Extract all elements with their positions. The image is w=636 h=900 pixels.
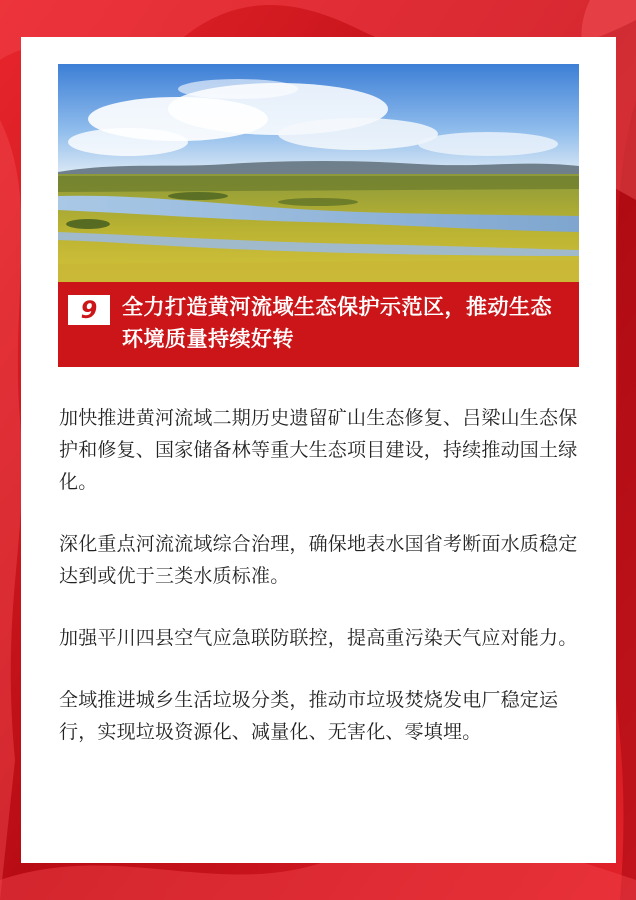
section-number-badge: 9 [68,295,110,325]
paragraph: 全域推进城乡生活垃圾分类，推动市垃圾焚烧发电厂稳定运行，实现垃圾资源化、减量化、无害化、零填埋。 [59,689,559,743]
paragraph: 加强平川四县空气应急联防联控，提高重污染天气应对能力。 [59,627,578,649]
body-text [59,402,583,778]
paragraph: 加快推进黄河流域二期历史遗留矿山生态修复、吕梁山生态保护和修复、国家储备林等重大生态项目建设，持续推动国土绿化。 [59,407,578,493]
content-card [21,37,616,863]
paragraph: 深化重点河流流域综合治理，确保地表水国省考断面水质稳定达到或优于三类水质标准。 [59,533,578,587]
section-title-banner [58,282,579,367]
yellow-river-landscape-photo [58,64,579,282]
section-title: 全力打造黄河流域生态保护示范区，推动生态环境质量持续好转 [122,295,552,351]
